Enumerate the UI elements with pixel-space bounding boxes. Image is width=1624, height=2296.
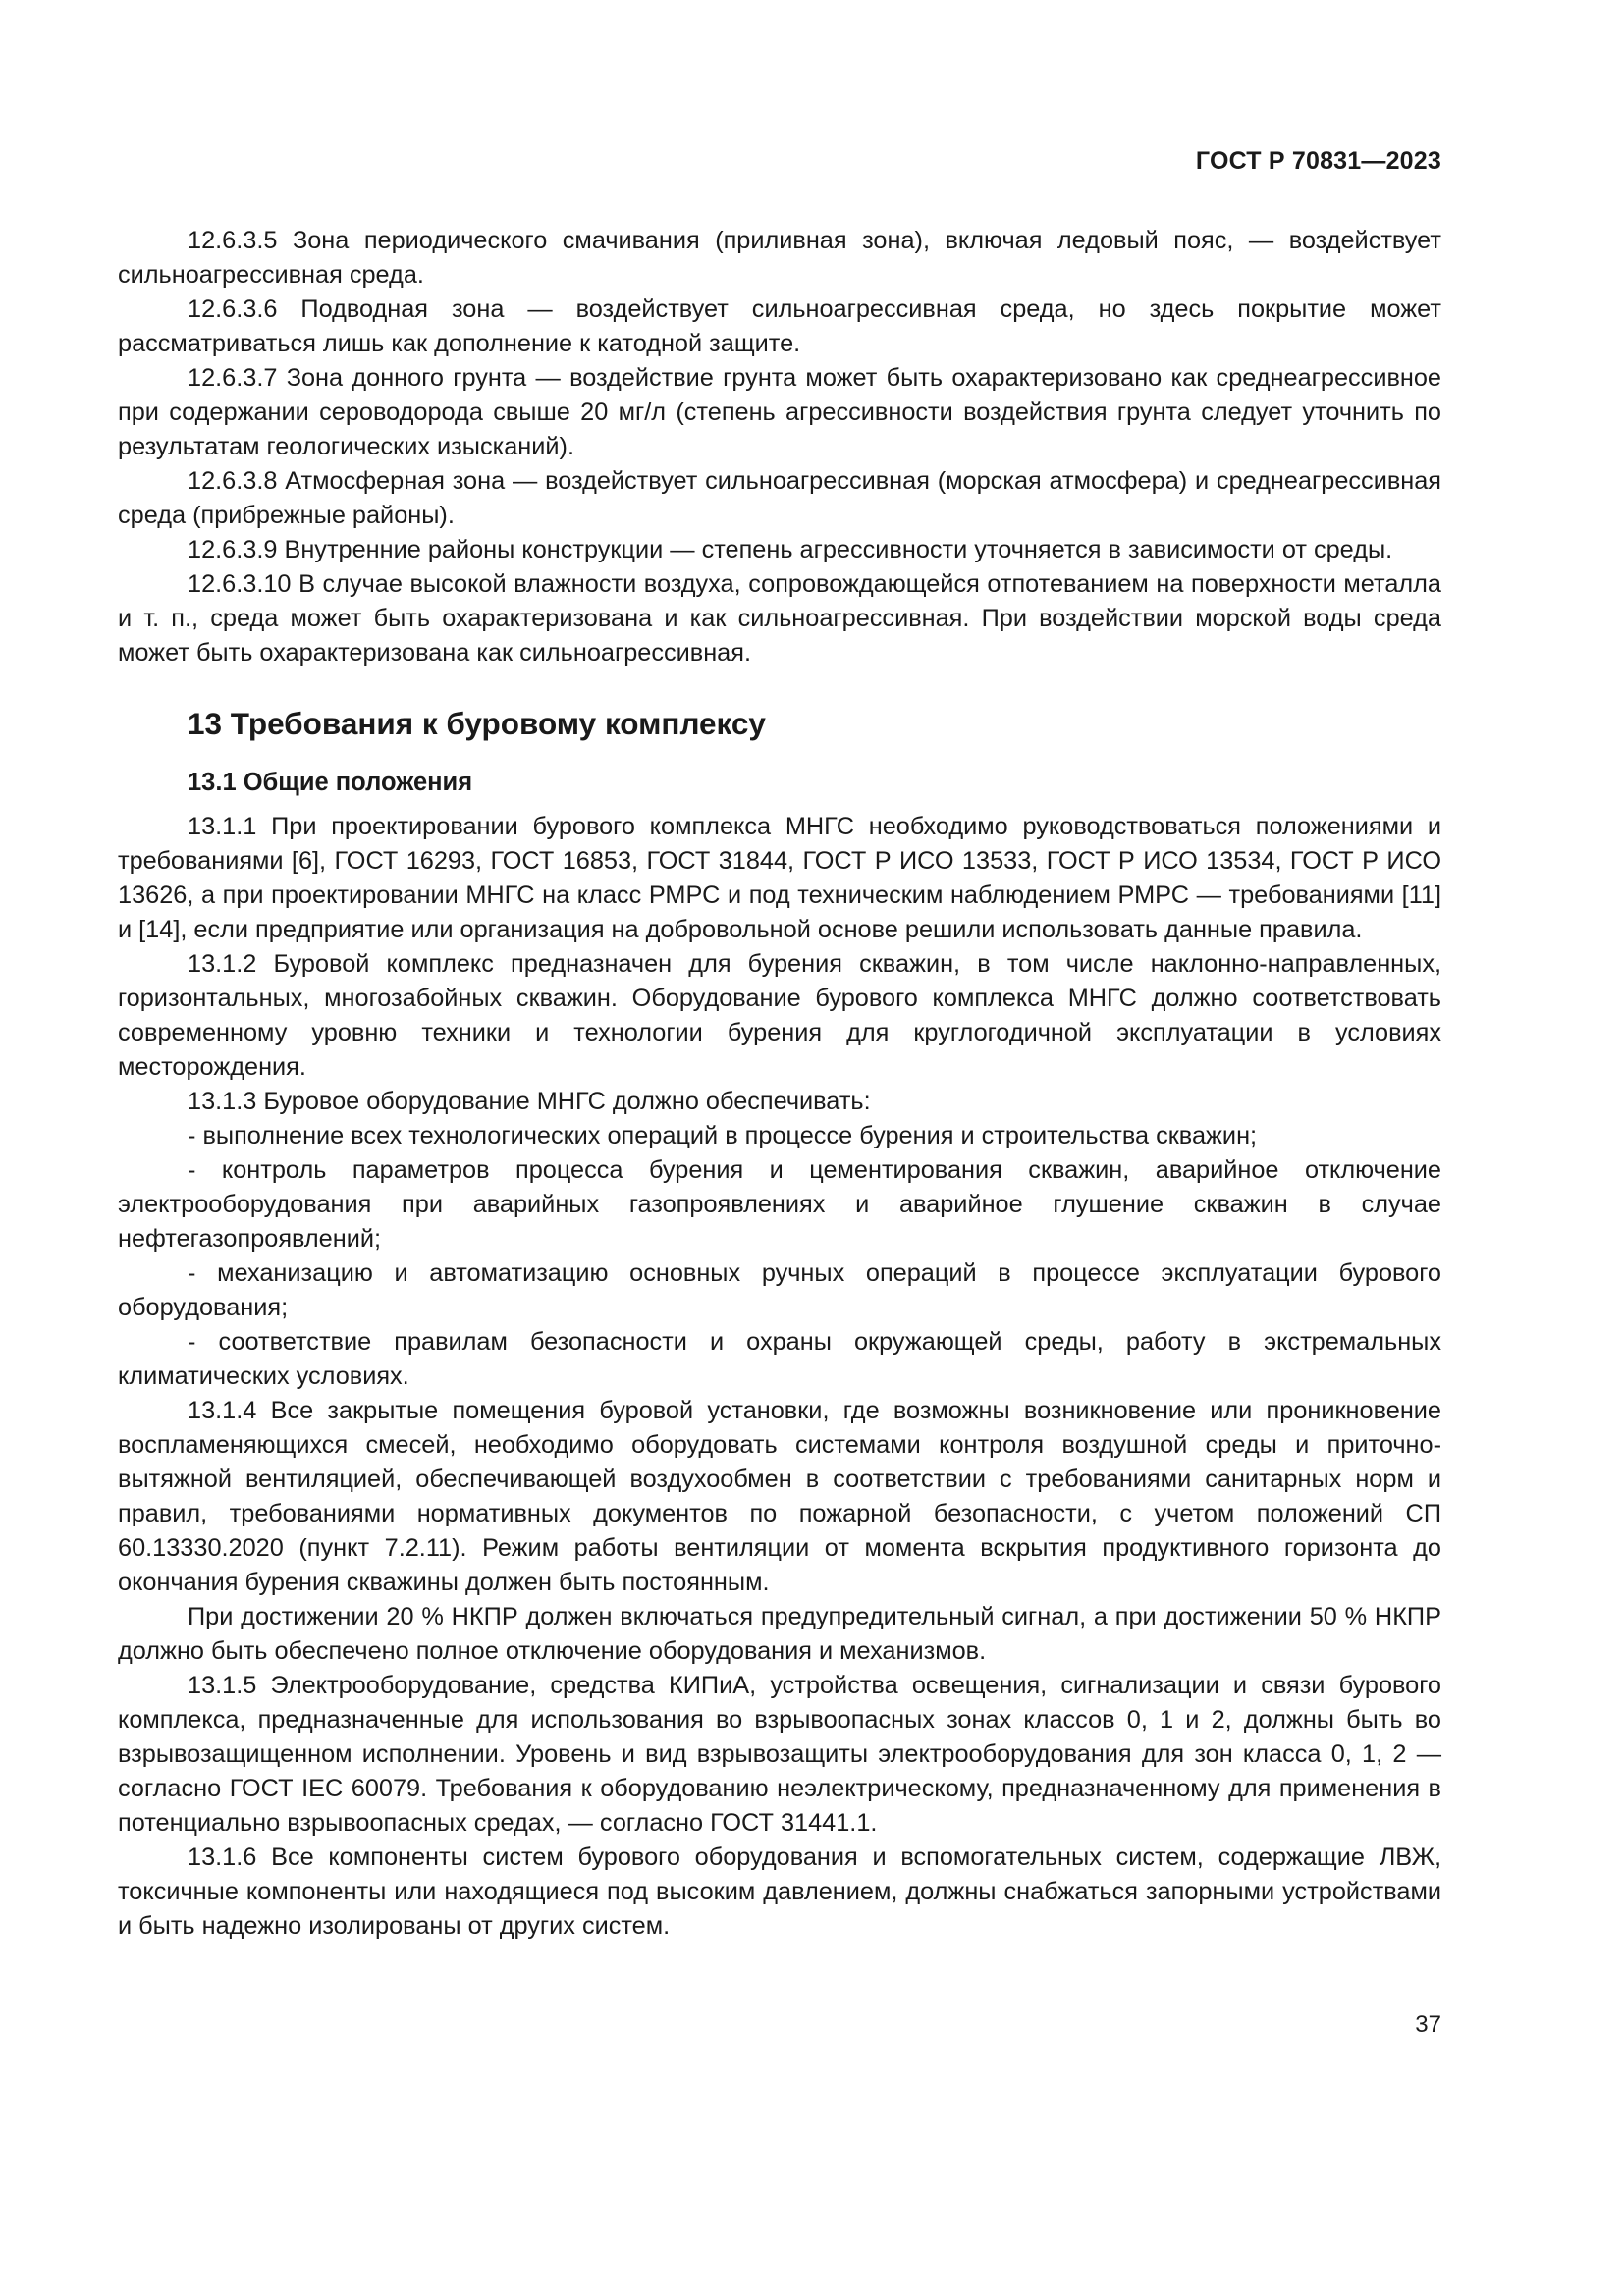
paragraph-13-1-5: 13.1.5 Электрооборудование, средства КИПиА, устройства освещения, сигнализации и связи бурового комплекса, предназначенные для использования во взрывоопасных зонах классов 0, 1 и 2, должны быть во взрывозащищенном исполнении. Уровень и вид взрывозащиты электрооборудования для зон класса 0, 1, 2 — согласно ГОСТ IEC 60079. Требования к оборудованию неэлектрическому, предназначенному для применения в потенциально взрывоопасных средах, — согласно ГОСТ 31441.1. [118, 1672, 1441, 1837]
paragraph-13-1-3: 13.1.3 Буровое оборудование МНГС должно обеспечивать: [188, 1088, 871, 1115]
paragraph-12-6-3-10: 12.6.3.10 В случае высокой влажности воздуха, сопровождающейся отпотеванием на поверхности металла и т. п., среда может быть охарактеризована и как сильноагрессивная. При воздействии морской воды среда может быть охарактеризована как сильноагрессивная. [118, 570, 1441, 667]
page-number: 37 [1415, 2011, 1441, 2038]
paragraph-12-6-3-8: 12.6.3.8 Атмосферная зона — воздействует сильноагрессивная (морская атмосфера) и среднеагрессивная среда (прибрежные районы). [118, 467, 1441, 529]
paragraph-13-1-6: 13.1.6 Все компоненты систем бурового оборудования и вспомогательных систем, содержащие ЛВЖ, токсичные компоненты или находящиеся под высоким давлением, должны снабжаться запорными устройствами и быть надежно изолированы от других систем. [118, 1843, 1441, 1940]
paragraph-12-6-3-9: 12.6.3.9 Внутренние районы конструкции — степень агрессивности уточняется в зависимости от среды. [188, 536, 1393, 563]
page-content [118, 224, 1441, 1944]
section-13-heading: 13 Требования к буровому комплексу [188, 706, 766, 741]
list-item: - соответствие правилам безопасности и охраны окружающей среды, работу в экстремальных климатических условиях. [118, 1328, 1441, 1390]
paragraph-13-1-1: 13.1.1 При проектировании бурового комплекса МНГС необходимо руководствоваться положениями и требованиями [6], ГОСТ 16293, ГОСТ 16853, ГОСТ 31844, ГОСТ Р ИСО 13533, ГОСТ Р ИСО 13534, ГОСТ Р ИСО 13626, а при проектировании МНГС на класс РМРС и под техническим наблюдением РМРС — требованиями [11] и [14], если предприятие или организация на добровольной основе решили использовать данные правила. [118, 813, 1441, 943]
paragraph-13-1-4: 13.1.4 Все закрытые помещения буровой установки, где возможны возникновение или проникновение воспламеняющихся смесей, необходимо оборудовать системами контроля воздушной среды и приточно-вытяжной вентиляцией, обеспечивающей воздухообмен в соответствии с требованиями санитарных норм и правил, требованиями нормативных документов по пожарной безопасности, с учетом положений СП 60.13330.2020 (пункт 7.2.11). Режим работы вентиляции от момента вскрытия продуктивного горизонта до окончания бурения скважины должен быть постоянным. [118, 1397, 1441, 1596]
list-item: - механизацию и автоматизацию основных ручных операций в процессе эксплуатации бурового оборудования; [118, 1259, 1441, 1321]
list-item: - выполнение всех технологических операций в процессе бурения и строительства скважин; [188, 1122, 1258, 1149]
paragraph-13-1-2: 13.1.2 Буровой комплекс предназначен для бурения скважин, в том числе наклонно-направленных, горизонтальных, многозабойных скважин. Оборудование бурового комплекса МНГС должно соответствовать современному уровню техники и технологии бурения для круглогодичной эксплуатации в условиях месторождения. [118, 950, 1441, 1081]
list-item: - контроль параметров процесса бурения и цементирования скважин, аварийное отключение электрооборудования при аварийных газопроявлениях и аварийное глушение скважин в случае нефтегазопроявлений; [118, 1156, 1441, 1253]
paragraph-12-6-3-6: 12.6.3.6 Подводная зона — воздействует сильноагрессивная среда, но здесь покрытие может рассматриваться лишь как дополнение к катодной защите. [118, 295, 1441, 357]
section-13-1-heading: 13.1 Общие положения [188, 769, 473, 796]
paragraph-12-6-3-5: 12.6.3.5 Зона периодического смачивания (приливная зона), включая ледовый пояс, — воздействует сильноагрессивная среда. [118, 227, 1441, 289]
paragraph-12-6-3-7: 12.6.3.7 Зона донного грунта — воздействие грунта может быть охарактеризовано как среднеагрессивное при содержании сероводорода свыше 20 мг/л (степень агрессивности воздействия грунта следует уточнить по результатам геологических изысканий). [118, 364, 1441, 460]
paragraph-nkpr-thresholds: При достижении 20 % НКПР должен включаться предупредительный сигнал, а при достижении 50 % НКПР должно быть обеспечено полное отключение оборудования и механизмов. [118, 1603, 1441, 1665]
document-code: ГОСТ Р 70831—2023 [1195, 147, 1441, 175]
